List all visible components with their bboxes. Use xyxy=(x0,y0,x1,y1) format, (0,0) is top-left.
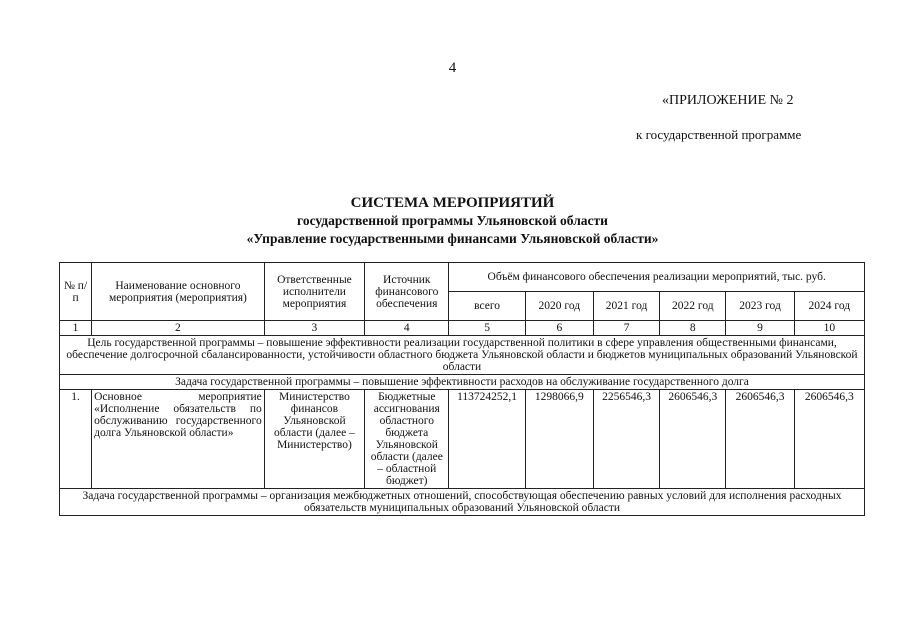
row-2020: 1298066,9 xyxy=(525,390,593,489)
header-volume: Объём финансового обеспечения реализации мероприятий, тыс. руб. xyxy=(449,263,865,292)
col-number: 7 xyxy=(593,321,659,336)
row-name: Основное мероприятие «Исполнение обязательств по обслуживанию государственного долга Ульяновской области» xyxy=(92,390,265,489)
col-number: 1 xyxy=(60,321,92,336)
col-number: 4 xyxy=(365,321,449,336)
goal-text: Цель государственной программы – повышение эффективности реализации государственной политики в сфере управления общественными финансами, обеспечение долгосрочной сбалансированности, устойчивости областного бюджета Ульяновской области и бюджетов муниципальных образований Ульяновской области xyxy=(60,336,865,375)
task-2-text: Задача государственной программы – организация межбюджетных отношений, способствующая обеспечению равных условий для исполнения расходных обязательств муниципальных образований Ульяновской области xyxy=(60,489,865,516)
col-number: 8 xyxy=(660,321,726,336)
column-numbers-row xyxy=(60,321,865,336)
heading-line-3: «Управление государственными финансами Ульяновской области» xyxy=(246,231,659,246)
header-2024: 2024 год xyxy=(794,292,864,321)
col-number: 3 xyxy=(264,321,364,336)
row-num: 1. xyxy=(60,390,92,489)
header-executor: Ответственные исполнители мероприятия xyxy=(264,263,364,321)
row-2021: 2256546,3 xyxy=(593,390,659,489)
header-total: всего xyxy=(449,292,525,321)
task-row xyxy=(60,489,865,516)
row-source: Бюджетные ассигнования областного бюджета Ульяновской области (далее – областной бюджет) xyxy=(365,390,449,489)
goal-row xyxy=(60,336,865,375)
header-2022: 2022 год xyxy=(660,292,726,321)
table-header-row xyxy=(60,263,865,292)
row-executor: Министерство финансов Ульяновской области (далее – Министерство) xyxy=(264,390,364,489)
annex-title: «ПРИЛОЖЕНИЕ № 2 xyxy=(662,93,794,108)
annex-subtitle: к государственной программе xyxy=(636,127,802,142)
task-row xyxy=(60,375,865,390)
col-number: 5 xyxy=(449,321,525,336)
col-number: 9 xyxy=(726,321,794,336)
header-num: № п/п xyxy=(60,263,92,321)
task-1-text: Задача государственной программы – повышение эффективности расходов на обслуживание государственного долга xyxy=(60,375,865,390)
header-source: Источник финансового обеспечения xyxy=(365,263,449,321)
header-2021: 2021 год xyxy=(593,292,659,321)
row-2023: 2606546,3 xyxy=(726,390,794,489)
heading-line-1: СИСТЕМА МЕРОПРИЯТИЙ xyxy=(350,195,555,211)
page-number: 4 xyxy=(448,60,457,76)
col-number: 2 xyxy=(92,321,265,336)
row-total: 113724252,1 xyxy=(449,390,525,489)
document-heading xyxy=(0,194,905,248)
row-2024: 2606546,3 xyxy=(794,390,864,489)
header-name: Наименование основного мероприятия (мероприятия) xyxy=(92,263,265,321)
heading-line-2: государственной программы Ульяновской области xyxy=(297,213,608,228)
table-row xyxy=(60,390,865,489)
col-number: 10 xyxy=(794,321,864,336)
row-2022: 2606546,3 xyxy=(660,390,726,489)
measures-table xyxy=(59,262,865,516)
header-2020: 2020 год xyxy=(525,292,593,321)
col-number: 6 xyxy=(525,321,593,336)
header-2023: 2023 год xyxy=(726,292,794,321)
